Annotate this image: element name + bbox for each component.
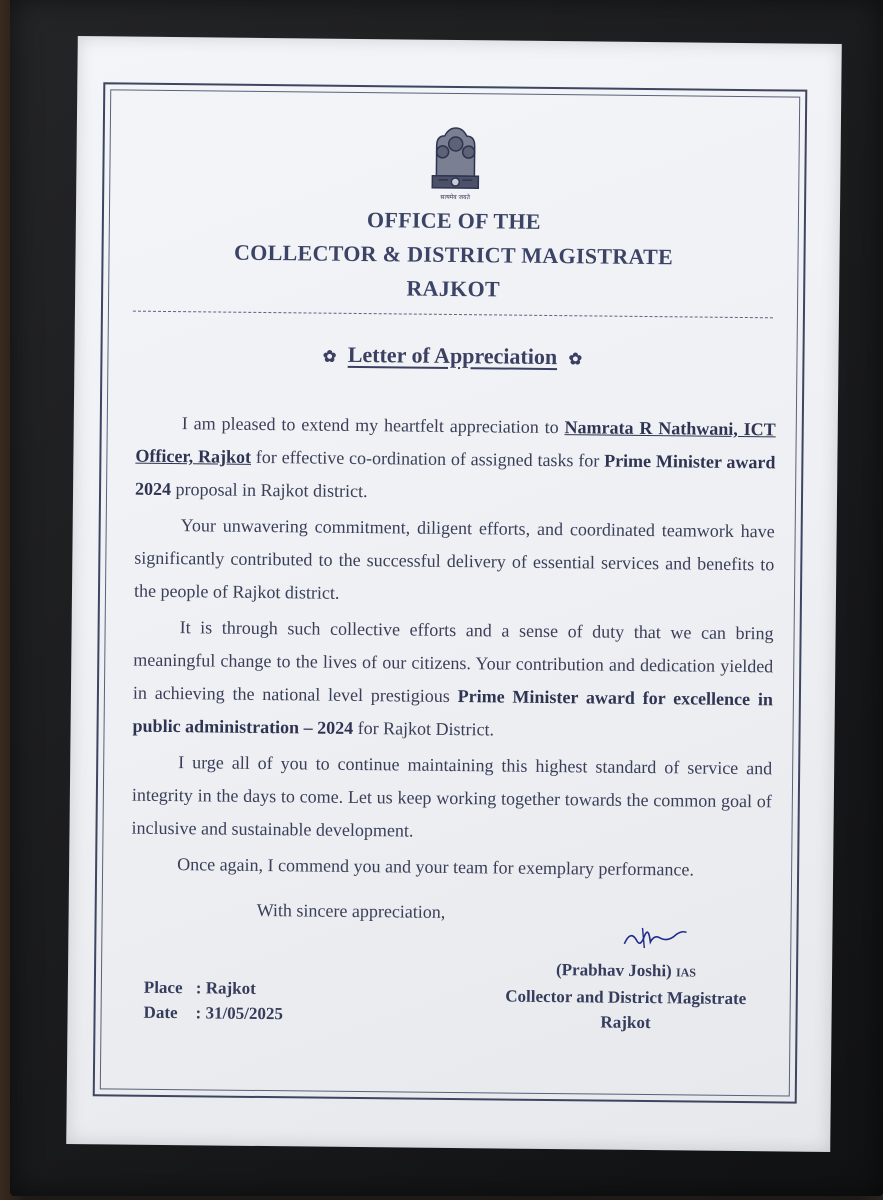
place-label: Place xyxy=(143,977,183,998)
paragraph-1: I am pleased to extend my heartfelt appreciation to Namrata R Nathwani, ICT Officer, Rajkot for effective co-ordination of assigned tasks for Prime Minister award 2024 proposal in Rajkot district. xyxy=(134,413,776,502)
letter-subject xyxy=(102,339,802,372)
award-name: Prime Minister award 2024 xyxy=(134,450,776,500)
paragraph-5: Once again, I commend you and your team for exemplary performance. xyxy=(177,854,695,880)
date-label: Date xyxy=(143,1002,178,1023)
place-date-block xyxy=(143,975,283,1026)
signatory-place: Rajkot xyxy=(600,1012,651,1033)
letter-body xyxy=(131,407,776,891)
dashed-divider xyxy=(133,311,773,319)
office-title: OFFICE OF THE xyxy=(366,207,541,234)
recipient-name: Namrata R Nathwani, ICT Officer, Rajkot xyxy=(135,417,776,467)
closing-line: With sincere appreciation, xyxy=(256,899,446,922)
letter-paper xyxy=(66,36,842,1152)
signatory-block xyxy=(485,956,766,1036)
place-value: : Rajkot xyxy=(195,978,256,998)
signature-mark xyxy=(620,922,690,953)
date-value: : 31/05/2025 xyxy=(195,1003,284,1024)
flower-icon: ✿ xyxy=(568,351,583,369)
state-emblem-icon xyxy=(422,124,489,203)
double-border xyxy=(93,82,808,1103)
paragraph-3: It is through such collective efforts and a sense of duty that we can bring meaningful change to the lives of our citizens. Your contribution and dedication yielded in achieving the national level prestigious Prime Minister award for excellence in public administration – 2024 for Rajkot District. xyxy=(132,617,774,740)
office-subtitle: COLLECTOR & DISTRICT MAGISTRATE xyxy=(233,239,674,270)
signatory-name: (Prabhav Joshi) xyxy=(555,960,672,981)
paragraph-4: I urge all of you to continue maintaining this highest standard of service and integrity in the days to come. Let us keep working together towards the common goal of inclusive and sustainable development. xyxy=(131,752,773,841)
emblem-motto: सत्यमेव जयते xyxy=(440,193,470,202)
signatory-suffix: IAS xyxy=(675,965,697,980)
subject-text: Letter of Appreciation xyxy=(347,341,558,370)
award-full-name: Prime Minister award for excellence in public administration – 2024 xyxy=(132,686,774,738)
flower-icon: ✿ xyxy=(322,348,337,366)
signatory-title: Collector and District Magistrate xyxy=(505,986,747,1009)
paragraph-2: Your unwavering commitment, diligent efforts, and coordinated teamwork have significantly contributed to the successful delivery of essential services and benefits to the people of Rajkot district. xyxy=(133,515,775,603)
letter-content xyxy=(95,84,806,1101)
office-city: RAJKOT xyxy=(406,275,501,302)
